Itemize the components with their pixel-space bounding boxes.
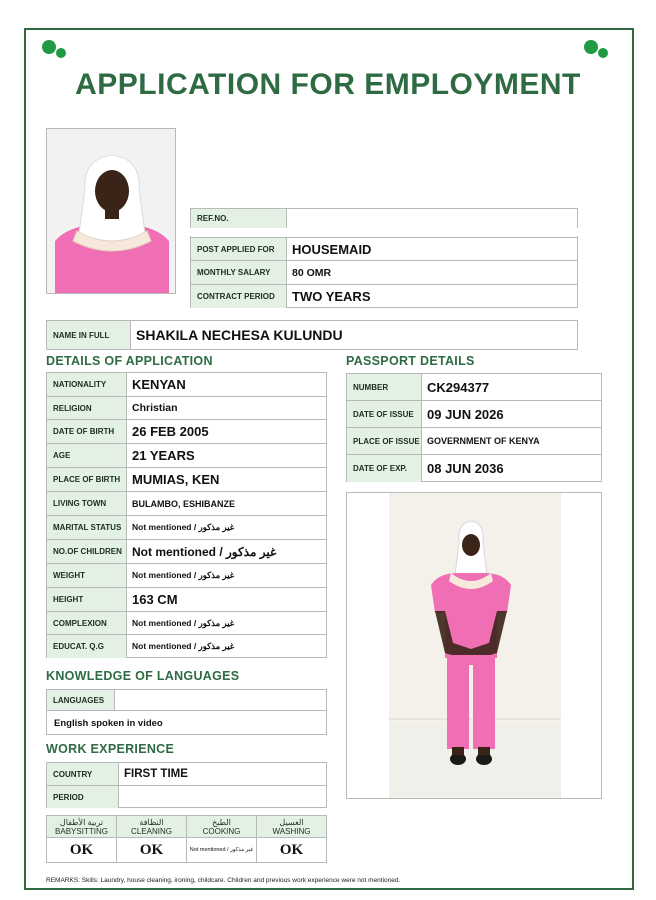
salary-label: MONTHLY SALARY [191, 261, 287, 284]
salary-value: 80 OMR [292, 266, 332, 279]
ref-value [287, 209, 577, 228]
detail-label: DATE OF BIRTH [47, 420, 127, 443]
work-heading: WORK EXPERIENCE [46, 742, 175, 756]
post-row [191, 237, 577, 261]
skill-arabic-label: النظافة [139, 818, 164, 827]
passport-row-issue-date [347, 401, 601, 428]
detail-row-complexion [47, 612, 326, 635]
passport-row-place-of-issue [347, 428, 601, 455]
languages-label: LANGUAGES [47, 690, 115, 710]
passport-label: PLACE OF ISSUE [347, 428, 422, 454]
name-row [47, 321, 577, 349]
skill-label: CLEANING [131, 827, 172, 836]
detail-row-education [47, 635, 326, 658]
detail-value: BULAMBO, ESHIBANZE [132, 498, 235, 509]
detail-label: NO.OF CHILDREN [47, 540, 127, 563]
skill-cleaning [117, 816, 187, 862]
languages-label-row [47, 690, 326, 711]
name-table [46, 320, 578, 350]
detail-row-religion [47, 397, 326, 420]
passport-value: CK294377 [427, 379, 490, 395]
skill-label: COOKING [202, 827, 241, 836]
skill-value: OK [279, 841, 304, 858]
skill-header [47, 816, 116, 838]
skill-washing [257, 816, 326, 862]
detail-row-living-town [47, 492, 326, 516]
detail-label: RELIGION [47, 397, 127, 419]
languages-value-row [47, 711, 326, 735]
detail-label: EDUCAT. Q.G [47, 635, 127, 658]
detail-value: Not mentioned / غير مذكور [132, 544, 277, 559]
passport-label: DATE OF EXP. [347, 455, 422, 482]
skill-arabic-label: تربية الأطفال [59, 818, 104, 827]
detail-row-marital-status [47, 516, 326, 540]
page-title: APPLICATION FOR EMPLOYMENT [75, 68, 581, 101]
top-info-table [190, 208, 578, 308]
detail-row-place-of-birth [47, 468, 326, 492]
skill-value: OK [69, 841, 94, 858]
skill-value: OK [139, 841, 164, 858]
detail-label: NATIONALITY [47, 373, 127, 396]
detail-row-nationality [47, 373, 326, 397]
skills-table [46, 815, 327, 863]
passport-value: GOVERNMENT OF KENYA [427, 436, 540, 446]
skill-arabic-label: الطبخ [212, 818, 231, 827]
passport-label: DATE OF ISSUE [347, 401, 422, 427]
detail-value: 21 YEARS [132, 448, 195, 463]
detail-value: 26 FEB 2005 [132, 424, 209, 439]
languages-heading: KNOWLEDGE OF LANGUAGES [46, 669, 240, 683]
name-value: SHAKILA NECHESA KULUNDU [136, 327, 343, 343]
detail-value: Not mentioned / غير مذكور [132, 570, 235, 580]
post-value: HOUSEMAID [292, 241, 372, 257]
salary-row [191, 261, 577, 285]
detail-label: PLACE OF BIRTH [47, 468, 127, 491]
detail-value: MUMIAS, KEN [132, 472, 220, 487]
skill-babysitting [47, 816, 117, 862]
ref-row [191, 209, 577, 229]
passport-heading: PASSPORT DETAILS [346, 354, 475, 368]
detail-value: 163 CM [132, 592, 178, 607]
detail-label: HEIGHT [47, 588, 127, 611]
country-label: COUNTRY [47, 763, 119, 785]
detail-label: COMPLEXION [47, 612, 127, 634]
skill-cooking [187, 816, 257, 862]
detail-label: WEIGHT [47, 564, 127, 587]
detail-value: Not mentioned / غير مذكور [132, 522, 235, 532]
detail-label: LIVING TOWN [47, 492, 127, 515]
country-value: FIRST TIME [124, 768, 188, 780]
post-label: POST APPLIED FOR [191, 238, 287, 260]
skill-label: WASHING [272, 827, 311, 836]
details-table [46, 372, 327, 658]
languages-value: English spoken in video [54, 717, 163, 729]
skill-arabic-label: الغسيل [279, 818, 304, 827]
name-label: NAME IN FULL [47, 321, 131, 349]
skill-label: BABYSITTING [55, 827, 108, 836]
full-body-photo [346, 492, 602, 799]
period-value [119, 786, 326, 808]
skill-header [187, 816, 256, 838]
table-gap [190, 228, 578, 236]
detail-row-height [47, 588, 326, 612]
languages-table [46, 689, 327, 735]
detail-value: KENYAN [132, 377, 186, 392]
detail-row-weight [47, 564, 326, 588]
passport-table [346, 373, 602, 482]
remarks-text: REMARKS: Skills: Laundry, house cleaning, ironing, childcare. Children and previous work experience were not mentioned. [46, 877, 401, 884]
detail-label: MARITAL STATUS [47, 516, 127, 539]
details-heading: DETAILS OF APPLICATION [46, 354, 213, 368]
portrait-photo [46, 128, 176, 294]
ref-label: REF.NO. [191, 209, 287, 228]
detail-value: Christian [132, 402, 178, 414]
passport-row-expiry [347, 455, 601, 482]
detail-row-children [47, 540, 326, 564]
country-row [47, 763, 326, 786]
contract-row [191, 285, 577, 308]
work-table [46, 762, 327, 808]
contract-label: CONTRACT PERIOD [191, 285, 287, 308]
skill-header [117, 816, 186, 838]
period-label: PERIOD [47, 786, 119, 808]
passport-label: NUMBER [347, 374, 422, 400]
passport-value: 08 JUN 2036 [427, 461, 504, 476]
skill-value: Not mentioned / غير مذكور [189, 847, 254, 853]
detail-label: AGE [47, 444, 127, 467]
period-row [47, 786, 326, 808]
detail-value: Not mentioned / غير مذكور [132, 641, 235, 651]
contract-value: TWO YEARS [292, 289, 371, 304]
detail-value: Not mentioned / غير مذكور [132, 617, 235, 628]
skill-header [257, 816, 326, 838]
passport-value: 09 JUN 2026 [427, 406, 504, 422]
detail-row-dob [47, 420, 326, 444]
detail-row-age [47, 444, 326, 468]
passport-row-number [347, 374, 601, 401]
